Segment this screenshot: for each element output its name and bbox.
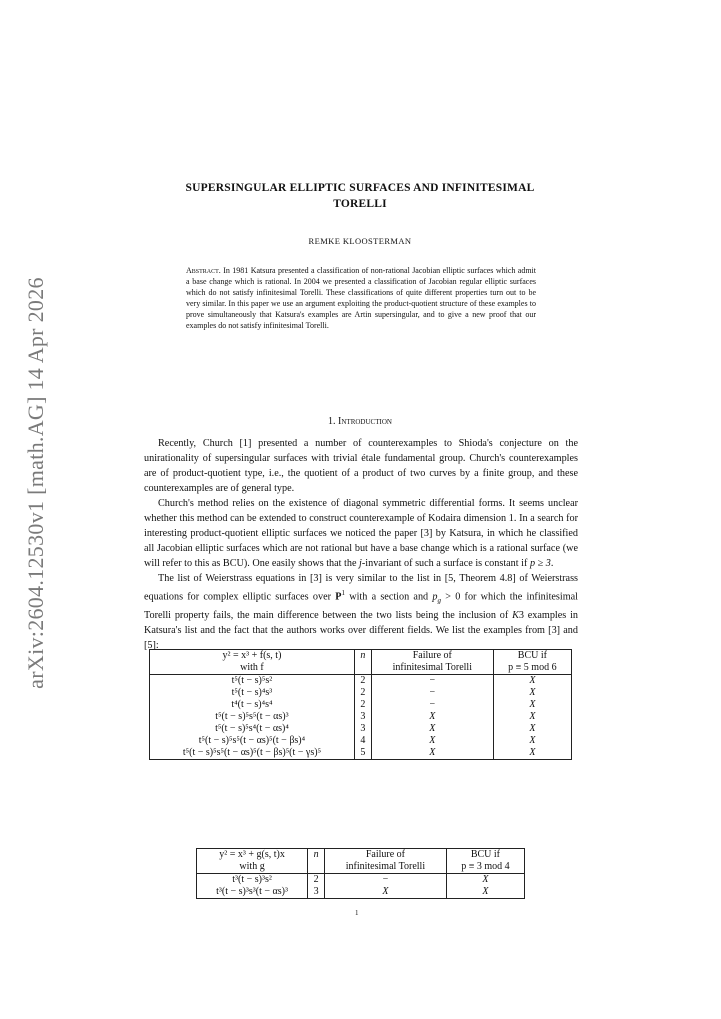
section-title: Introduction <box>338 416 392 427</box>
table-row: t⁵(t − s)⁵s⁵(t − αs)⁵(t − βs)⁴ 4 X X <box>150 735 572 747</box>
section-heading <box>145 416 575 427</box>
title-line-1: SUPERSINGULAR ELLIPTIC SURFACES AND INFINITESIMAL <box>185 182 535 194</box>
table-quadratic-examples <box>196 848 525 899</box>
table-header-cell: Failure of <box>325 849 447 862</box>
abstract-text: In 1981 Katsura presented a classification of non-rational Jacobian elliptic surfaces which admit a base change which is rational. In 2004 we presented a classification of Jacobian regular elliptic surfaces which do not satisfy infinitesimal Torelli. These classifications of quite different properties turn out to be very similar. In this paper we use an argument exploiting the product-quotient structure of these examples to prove simultaneously that Katsura's examples are Artin supersingular, and to give a new proof that our examples do not satisfy infinitesimal Torelli. <box>186 266 537 330</box>
introduction-body <box>144 436 578 653</box>
page-number: 1 <box>355 909 359 917</box>
table-header-cell: BCU if <box>446 849 524 862</box>
table-row: t⁵(t − s)⁵s⁴(t − αs)⁴ 3 X X <box>150 723 572 735</box>
paragraph-3: The list of Weierstrass equations in [3] is very similar to the list in [5, Theorem 4.8] of Weierstrass equations for complex elliptic surfaces over $P^1$ with a section and $p_g > 0$ for which the infinitesimal Torelli property fails, the main difference between the two lists being the inclusion of K3 examples in Katsura's list and the fact that the authors works over different fields. We list the examples from [3] and [5]: <box>144 573 578 652</box>
table-row: t⁵(t − s)⁴s³ 2 − X <box>150 687 572 699</box>
table-row: t⁵(t − s)⁵s² 2 − X <box>150 675 572 688</box>
paragraph-2: Church's method relies on the existence of diagonal symmetric differential forms. It seems unclear whether this method can be extended to construct counterexample of Kodaira dimension 1. In a search for interesting product-quotient elliptic surfaces we noticed the paper [3] by Katsura, in which he classified all Jacobian elliptic surfaces which are not rational but have a base change which is a rational surface (we will refer to this as BCU). One easily shows that the j-invariant of such a surface is constant if p ≥ 3. <box>144 498 578 569</box>
table-cubic-examples <box>149 649 572 760</box>
table-header-cell: n <box>308 849 325 862</box>
section-number: 1. <box>328 416 336 427</box>
table-header-cell: y² = x³ + g(s, t)x <box>197 849 308 862</box>
paragraph-1: Recently, Church [1] presented a number of counterexamples to Shioda's conjecture on the unirationality of supersingular surfaces with trivial étale fundamental group. Church's counterexamples are of product-quotient type, i.e., the quotient of a product of two curves by a finite group, and these counterexamples are of general type. <box>144 438 578 494</box>
table-header-cell: BCU if <box>493 650 571 663</box>
table-row: t⁴(t − s)⁴s⁴ 2 − X <box>150 699 572 711</box>
table-row: t³(t − s)³s² 2 − X <box>197 874 525 887</box>
table-header-cell: infinitesimal Torelli <box>325 861 447 874</box>
title-line-2: TORELLI <box>333 198 387 210</box>
abstract <box>186 266 536 331</box>
table-header-cell: with f <box>150 662 355 675</box>
table-header-cell: Failure of <box>371 650 493 663</box>
paper-title <box>145 180 575 212</box>
table-row: t⁵(t − s)⁵s⁵(t − αs)⁵(t − βs)⁵(t − γs)⁵ 5 X X <box>150 747 572 760</box>
table-header-cell <box>308 861 325 874</box>
table-row: t⁵(t − s)⁵s⁵(t − αs)³ 3 X X <box>150 711 572 723</box>
table-header-cell: p ≡ 5 mod 6 <box>493 662 571 675</box>
table-header-cell: p ≡ 3 mod 4 <box>446 861 524 874</box>
table-header-cell: infinitesimal Torelli <box>371 662 493 675</box>
table-row: t³(t − s)³s³(t − αs)³ 3 X X <box>197 886 525 899</box>
table-header-cell: n <box>354 650 371 663</box>
table-header-cell <box>354 662 371 675</box>
abstract-label: Abstract. <box>186 266 221 275</box>
table-header-cell: with g <box>197 861 308 874</box>
arxiv-identifier: arXiv:2604.12530v1 [math.AG] 14 Apr 2026 <box>23 276 48 689</box>
author-name: REMKE KLOOSTERMAN <box>308 236 412 246</box>
table-header-cell: y² = x³ + f(s, t) <box>150 650 355 663</box>
